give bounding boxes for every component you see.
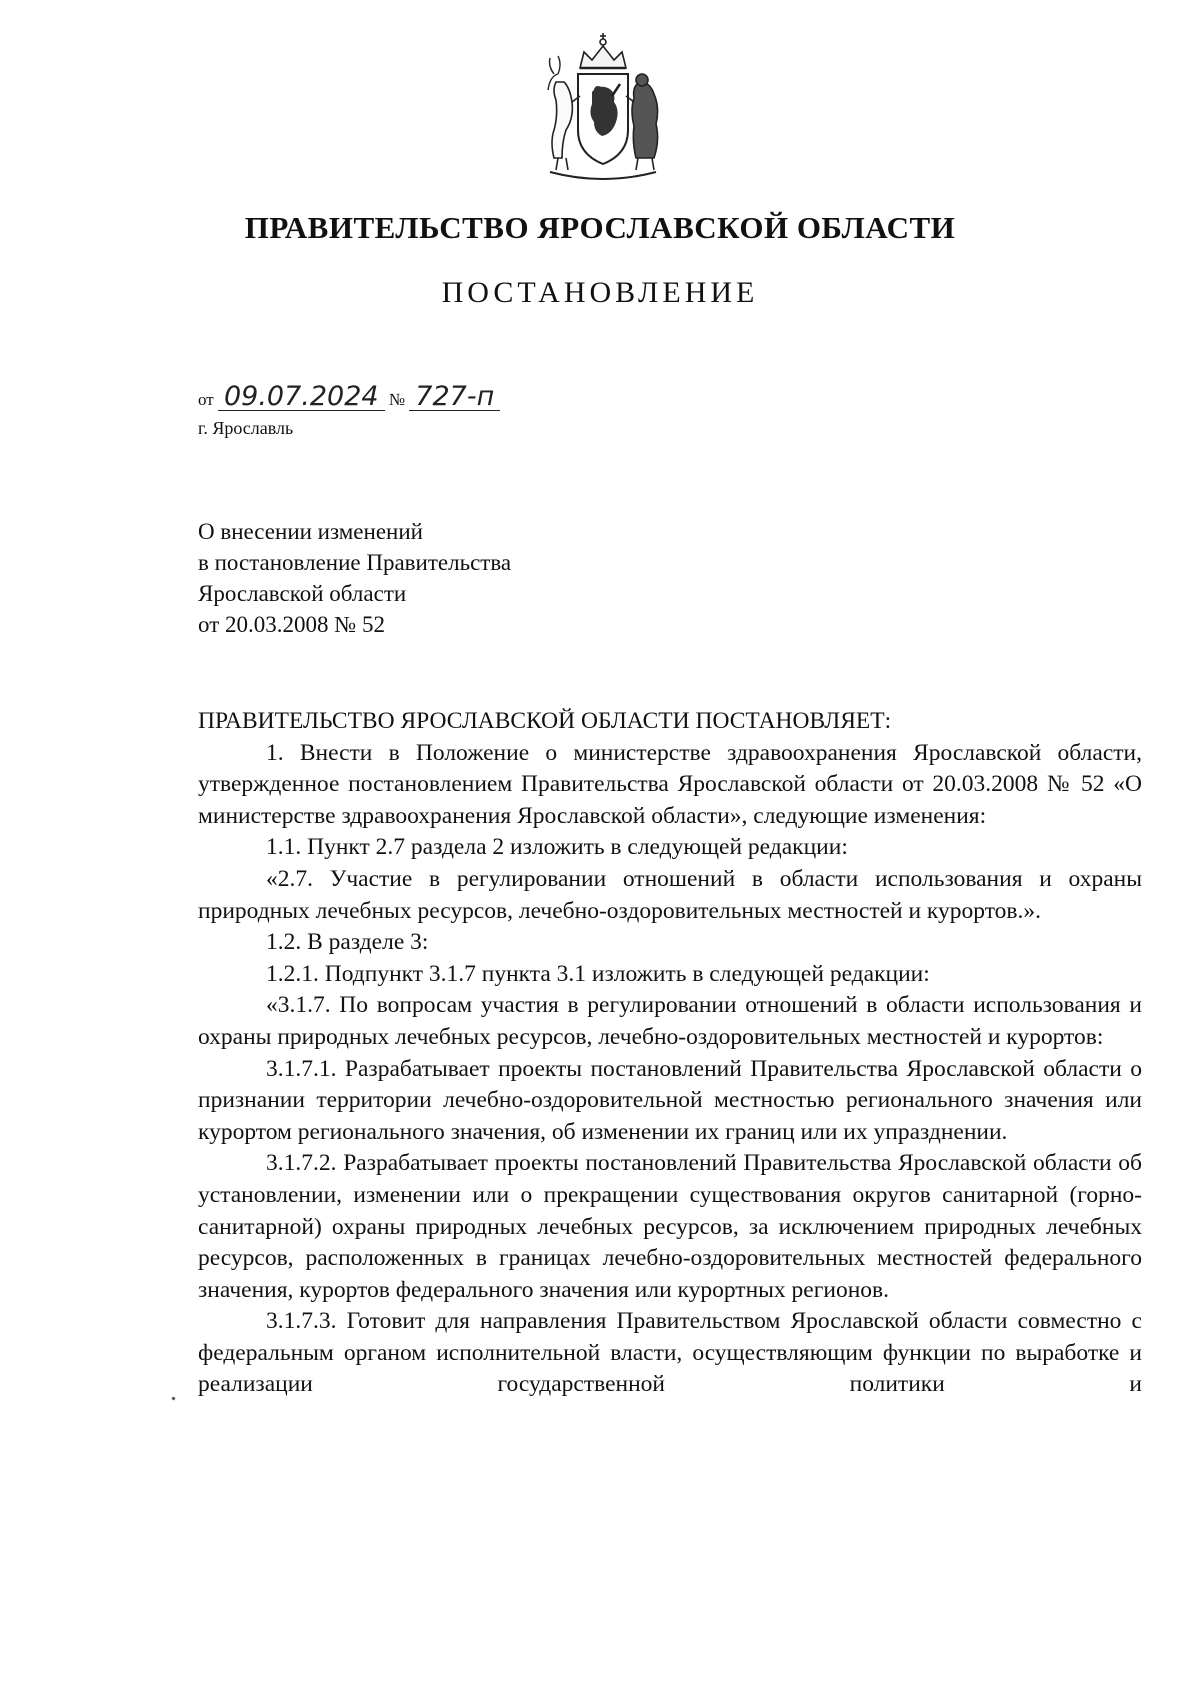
preamble: ПРАВИТЕЛЬСТВО ЯРОСЛАВСКОЙ ОБЛАСТИ ПОСТАНОВЛЯЕТ: (198, 708, 892, 734)
organization-title: ПРАВИТЕЛЬСТВО ЯРОСЛАВСКОЙ ОБЛАСТИ (244, 210, 956, 245)
document-meta (198, 381, 500, 412)
subject-line: от 20.03.2008 № 52 (198, 612, 385, 637)
date-prefix: от (198, 390, 214, 409)
paragraph: «3.1.7. По вопросам участия в регулировании отношений в области использования и охраны природных лечебных ресурсов, лечебно-оздоровительных местностей и курортов: (198, 992, 1142, 1050)
city: г. Ярославль (198, 418, 294, 438)
yaroslavl-oblast-coat-of-arms-icon (528, 30, 678, 190)
subject-line: О внесении изменений (198, 519, 423, 544)
scan-speck (171, 1396, 175, 1400)
number-prefix: № (388, 390, 406, 409)
document-body (198, 706, 1142, 1401)
document-subject (198, 516, 511, 640)
paragraph: 3.1.7.2. Разрабатывает проекты постановлений Правительства Ярославской области об установлении, изменении или о прекращении существования округов санитарной (горно-санитарной) охраны природных лечебных ресурсов, за исключением природных лечебных ресурсов, расположенных в границах лечебно-оздоровительных местностей федерального значения, курортов федерального значения или курортных регионов. (198, 1150, 1142, 1303)
subject-line: Ярославской области (198, 581, 407, 606)
paragraph: «2.7. Участие в регулировании отношений в области использования и охраны природных лечебных ресурсов, лечебно-оздоровительных местностей и курортов.». (198, 865, 1142, 924)
document-date: 09.07.2024 (218, 384, 385, 411)
paragraph: 3.1.7.1. Разрабатывает проекты постановлений Правительства Ярославской области о признании территории лечебно-оздоровительной местностью регионального значения или курортом регионального значения, об изменении их границ или их упразднении. (198, 1055, 1142, 1145)
paragraph: 1.2. В разделе 3: (266, 929, 429, 956)
paragraph: 3.1.7.3. Готовит для направления Правительством Ярославской области совместно с федеральным органом исполнительной власти, осуществляющим функции по выработке и реализации государственной политики и (198, 1308, 1142, 1398)
paragraph: 1. Внести в Положение о министерстве здравоохранения Ярославской области, утвержденное постановлением Правительства Ярославской области от 20.03.2008 № 52 «О министерстве здравоохранения Ярославской области», следующие изменения: (198, 739, 1142, 829)
paragraph: 1.1. Пункт 2.7 раздела 2 изложить в следующей редакции: (266, 834, 848, 861)
subject-line: в постановление Правительства (198, 550, 512, 575)
document-number: 727-п (409, 384, 500, 411)
paragraph: 1.2.1. Подпункт 3.1.7 пункта 3.1 изложить в следующей редакции: (266, 960, 930, 987)
document-type: ПОСТАНОВЛЕНИЕ (441, 276, 759, 309)
